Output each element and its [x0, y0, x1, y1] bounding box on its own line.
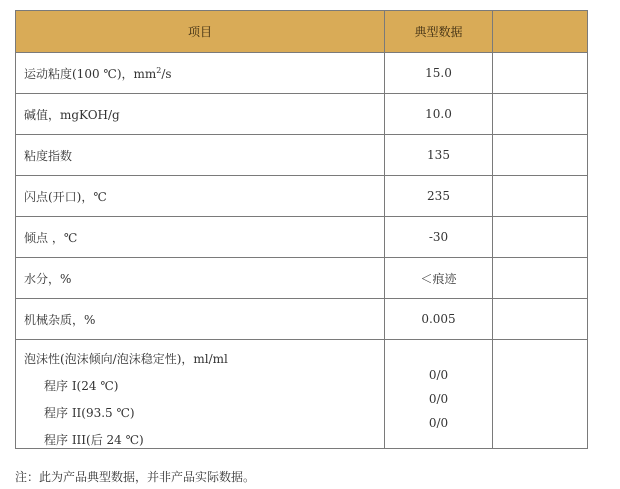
foam-item-cell [16, 340, 385, 449]
table-row [16, 299, 588, 340]
spec-table [15, 10, 588, 449]
foam-sub-value: 0/0 [428, 368, 449, 382]
row-empty [493, 135, 588, 176]
table-row [16, 94, 588, 135]
foam-sub-label: 程序 I(24 ℃) [44, 379, 119, 393]
row-empty [493, 299, 588, 340]
row-empty [493, 53, 588, 94]
foam-sub-label: 程序 II(93.5 ℃) [44, 406, 135, 420]
row-value: 15.0 [385, 53, 493, 94]
row-empty [493, 217, 588, 258]
row-value: 135 [385, 135, 493, 176]
header-item: 项目 [16, 11, 385, 53]
table-row [16, 176, 588, 217]
foam-sub-value: 0/0 [428, 416, 449, 430]
header-empty [493, 11, 588, 53]
row-item: 粘度指数 [16, 135, 385, 176]
foam-title: 泡沫性(泡沫倾向/泡沫稳定性)，ml/ml [24, 352, 228, 366]
row-empty [493, 258, 588, 299]
row-empty [493, 340, 588, 449]
row-item: 碱值，mgKOH/g [16, 94, 385, 135]
table-row [16, 217, 588, 258]
superscript: 2 [156, 65, 162, 75]
row-value: 0.005 [385, 299, 493, 340]
row-item: 闪点(开口)，℃ [16, 176, 385, 217]
foam-sub-label: 程序 III(后 24 ℃) [44, 433, 144, 447]
row-value: 10.0 [385, 94, 493, 135]
row-empty [493, 176, 588, 217]
foam-value-cell [385, 340, 493, 449]
foam-sub-value: 0/0 [428, 392, 449, 406]
row-item: 运动粘度(100 ℃)，$mm^2/s$ [16, 53, 385, 94]
table-row-foam [16, 340, 588, 449]
table-row [16, 135, 588, 176]
row-item: 机械杂质，% [16, 299, 385, 340]
table-row [16, 53, 588, 94]
header-typical-data: 典型数据 [385, 11, 493, 53]
row-empty [493, 94, 588, 135]
row-item: 倾点 ，℃ [16, 217, 385, 258]
row-item: 水分，% [16, 258, 385, 299]
table-header-row [16, 11, 588, 53]
row-value: ＜痕迹 [385, 258, 493, 299]
table-row [16, 258, 588, 299]
row-value: 235 [385, 176, 493, 217]
row-value: -30 [385, 217, 493, 258]
footnote: 注：此为产品典型数据，并非产品实际数据。 [15, 470, 256, 484]
